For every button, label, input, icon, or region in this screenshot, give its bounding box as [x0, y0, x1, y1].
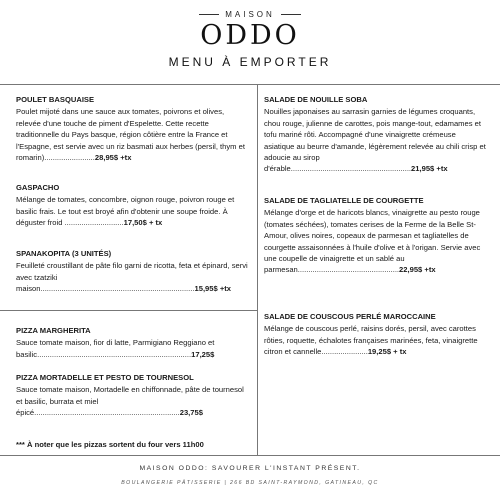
menu-item-name: SALADE DE NOUILLE SOBA: [264, 95, 368, 104]
footer-address: BOULANGERIE PÂTISSERIE | 266 BD SAINT-RAYMOND, GATINEAU, QC: [121, 480, 379, 486]
menu-item-price: 23,75$: [179, 408, 203, 418]
menu-item-price: 17,25$: [191, 349, 215, 359]
menu-item-description: Poulet mijoté dans une sauce aux tomates, poivrons et olives, relevée d'une touche de piment d'Espelette. Cette recette traditionnelle du Pays basque, région côtière entre la France et l'Espagne, est servie avec un riz basmati aux herbes (persil, thym et romarin)........................: [16, 107, 245, 163]
menu-header: [0, 0, 500, 84]
brand-small: MAISON: [225, 10, 275, 19]
menu-item-name: SALADE DE TAGLIATELLE DE COURGETTE: [264, 196, 424, 205]
menu-item-description: Feuilleté croustillant de pâte filo garni de ricotta, feta et épinard, servi avec tzatziki maison.........................................................................: [16, 261, 248, 294]
menu-item-poulet-basquaise: [16, 94, 248, 163]
menu-item-name: PIZZA MORTADELLE ET PESTO DE TOURNESOL: [16, 373, 194, 382]
menu-item-name: POULET BASQUAISE: [16, 95, 95, 104]
section-divider: [0, 310, 257, 311]
menu-item-pizza-mortadelle: [16, 372, 248, 419]
column-divider: [257, 84, 258, 456]
menu-item-name: SPANAKOPITA (3 UNITÉS): [16, 249, 112, 258]
footer-divider: [0, 455, 500, 456]
menu-item-salade-couscous: [264, 311, 486, 358]
menu-item-name: PIZZA MARGHERITA: [16, 326, 91, 335]
menu-item-price: 21,95$ +tx: [411, 164, 448, 174]
menu-item-name: SALADE DE COUSCOUS PERLÉ MAROCCAINE: [264, 312, 436, 321]
menu-item-description: Sauce tomate maison, Mortadelle en chiffonnade, pâte de tournesol et basilic, burrata et miel épicé.....................................................................: [16, 385, 244, 418]
menu-item-gaspacho: [16, 182, 248, 229]
menu-item-salade-courgette: [264, 195, 486, 276]
page-title: MENU À EMPORTER: [168, 55, 332, 69]
menu-item-price: 22,95$ +tx: [399, 265, 436, 275]
footer-tagline: MAISON ODDO: SAVOURER L'INSTANT PRÉSENT.: [139, 465, 361, 472]
menu-item-description: Sauce tomate maison, fior di latte, Parmigiano Reggiano et basilic.........................................................................: [16, 338, 215, 359]
menu-item-description: Mélange de couscous perlé, raisins dorés, persil, avec carottes rôties, roquette, échalotes françaises marinées, feta, vinaigrette citron et cannelle......................: [264, 324, 478, 357]
menu-item-spanakopita: [16, 248, 248, 295]
menu-item-price: 28,95$ +tx: [94, 153, 132, 163]
menu-item-name: GASPACHO: [16, 183, 60, 192]
menu-item-description: Nouilles japonaises au sarrasin garnies de légumes croquants, chou rouge, julienne de carottes, pois mange-tout, edamames et tofu mariné rôti. Accompagné d'une vinaigrette crémeuse asiatique au beurre d'amande, légèrement relevée au chili crisp et adoucie au sirop d'érable.........................................................: [264, 107, 486, 174]
brand-small-row: [0, 10, 500, 19]
menu-item-price: 15,95$ +tx: [194, 284, 232, 294]
menu-item-description: Mélange de tomates, concombre, oignon rouge, poivron rouge et basilic frais. Le tout est broyé afin d'obtenir une soupe froide. À déguster froid ............................: [16, 195, 235, 228]
menu-item-pizza-margherita: [16, 325, 248, 360]
menu-item-description: Mélange d'orge et de haricots blancs, vinaigrette au pesto rouge (tomates séchées), tomates cerises de la Ferme de la Belle St-Amour, olives noires, copeaux de parmesan et tagliatelles de courgette assaisonnées à l'huile d'olive et à l'origan. Servie avec une coupelle de vinaigrette et un sablé au parmesan................................................: [264, 208, 481, 275]
brand-divider-right: [281, 14, 301, 15]
menu-item-price: 17,50$ + tx: [123, 218, 163, 228]
brand-logo: ODDO: [200, 20, 300, 51]
header-divider: [0, 84, 500, 85]
menu-item-price: 19,25$ + tx: [367, 347, 407, 357]
brand-divider-left: [199, 14, 219, 15]
pizza-note: *** À noter que les pizzas sortent du four vers 11h00: [16, 440, 204, 449]
menu-item-salade-soba: [264, 94, 486, 175]
